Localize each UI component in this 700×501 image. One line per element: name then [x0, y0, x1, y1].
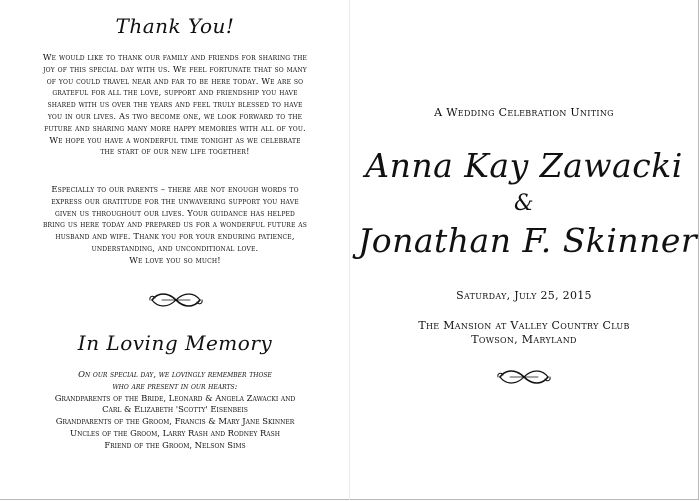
text-line: given us throughout our lives. Your guidance has helped — [54, 207, 295, 218]
text-line: Especially to our parents – there are not enough words to — [51, 184, 299, 194]
memory-line: Friend of the Groom, Nelson Sims — [104, 439, 246, 450]
cover-heading: A Wedding Celebration Uniting — [434, 106, 614, 119]
bride-name: Anna Kay Zawacki — [365, 146, 683, 185]
thank-you-paragraph-1 — [14, 52, 336, 158]
in-memory-list — [14, 369, 336, 452]
text-line: of you could travel near and far to be here today. We are so — [46, 75, 304, 86]
text-line: husband and wife. Thank you for your enduring patience, — [55, 231, 295, 242]
venue-name: The Mansion at Valley Country Club — [418, 319, 630, 332]
memory-intro-line: On our special day, we lovingly remember those — [78, 369, 272, 379]
memory-line: Uncles of the Groom, Larry Rash and Rodney Rash — [70, 427, 280, 438]
scroll-flourish-icon — [148, 288, 204, 312]
groom-name: Jonathan F. Skinner — [358, 221, 698, 260]
venue-location: Towson, Maryland — [471, 332, 577, 346]
fold-line — [349, 0, 350, 500]
scroll-flourish-icon — [496, 365, 552, 389]
text-line: the start of our new life together! — [100, 146, 250, 157]
memory-line: Grandparents of the Groom, Francis & Mary Jane Skinner — [55, 416, 295, 427]
text-line: joy of this special day with us. We feel fortunate that so many — [43, 63, 307, 74]
text-line: We would like to thank our family and friends for sharing the — [42, 52, 308, 62]
venue — [358, 319, 690, 346]
text-line: bring us here today and prepared us for a wonderful future as — [42, 219, 308, 230]
memory-intro-line: who are present in our hearts: — [112, 380, 238, 391]
thank-you-title: Thank You! — [115, 14, 235, 38]
text-line: We love you so much! — [129, 254, 221, 265]
thank-you-paragraph-2 — [14, 184, 336, 267]
text-line: shared with us over the years and feel truly blessed to have — [47, 99, 303, 110]
text-line: We hope you have a wonderful time tonight as we celebrate — [49, 134, 301, 145]
memory-line: Grandparents of the Bride, Leonard & Angela Zawacki and — [54, 392, 296, 403]
in-memory-title: In Loving Memory — [77, 331, 273, 355]
wedding-date: Saturday, July 25, 2015 — [456, 289, 592, 302]
ampersand: & — [513, 191, 535, 216]
text-line: understanding, and unconditional love. — [91, 242, 259, 253]
text-line: grateful for all the love, support and friendship you have — [52, 87, 298, 98]
text-line: express our gratitude for the unwavering support you have — [51, 195, 299, 206]
text-line: future and sharing many more happy memories with all of you. — [44, 122, 306, 133]
memory-line: Carl & Elizabeth 'Scotty' Eisenbeis — [102, 404, 248, 415]
text-line: you in our lives. As two become one, we look forward to the — [47, 110, 303, 121]
